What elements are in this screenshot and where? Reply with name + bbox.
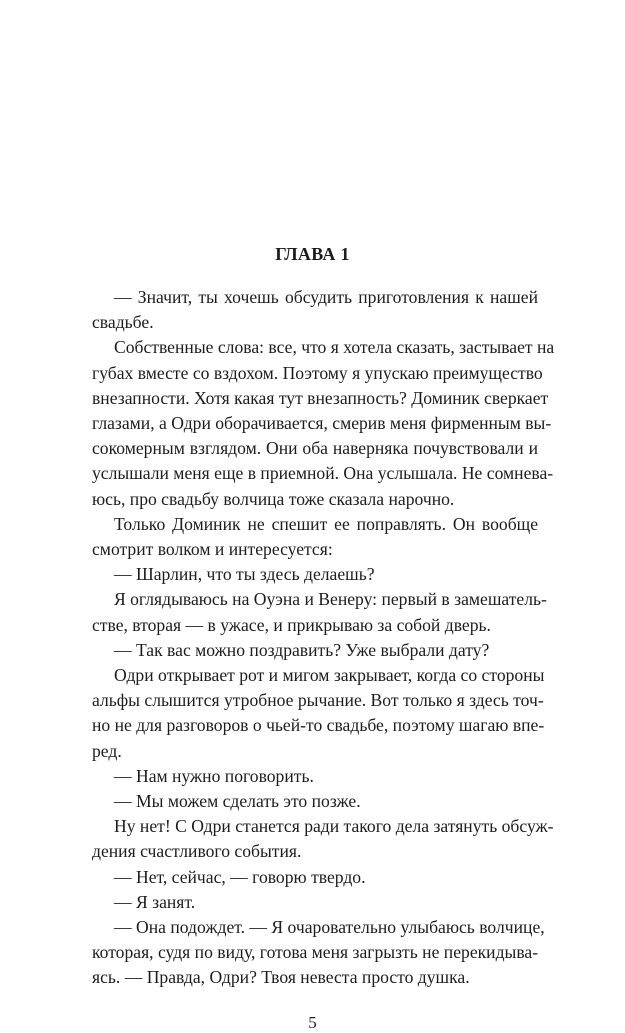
text-line: губах вместе со вздохом. Поэтому я упускаю преимущество <box>92 362 543 383</box>
text-line: Собственные слова: все, что я хотела сказать, застывает на <box>114 337 555 358</box>
page-number: 5 <box>308 1012 317 1032</box>
text-line: — Так вас можно поздравить? Уже выбрали дату? <box>114 639 490 660</box>
text-line: услышали меня еще в приемной. Она услышала. Не сомнева- <box>92 463 554 484</box>
text-line: — Я занят. <box>114 891 196 912</box>
text-line: дения счастливого события. <box>92 841 302 862</box>
text-line: ясь. — Правда, Одри? Твоя невеста просто душка. <box>92 967 470 988</box>
text-line: но не для разговоров о чьей-то свадьбе, поэтому шагаю впе- <box>92 715 545 736</box>
text-line: внезапности. Хотя какая тут внезапность? Доминик сверкает <box>92 387 549 408</box>
text-line: — Значит, ты хочешь обсудить приготовления к нашей <box>114 287 538 307</box>
text-line: сокомерным взглядом. Они оба наверняка почувствовали и <box>92 438 538 459</box>
text-line: Ну нет! С Одри станется ради такого дела затянуть обсуж- <box>114 816 554 837</box>
text-line: — Она подождет. — Я очаровательно улыбаюсь волчице, <box>114 917 545 937</box>
text-line: — Мы можем сделать это позже. <box>114 791 361 811</box>
text-line: Я оглядываюсь на Оуэна и Венеру: первый в замешатель- <box>114 589 547 610</box>
text-line: глазами, а Одри оборачивается, смерив меня фирменным вы- <box>92 413 552 433</box>
text-line: юсь, про свадьбу волчица тоже сказала нарочно. <box>92 488 455 509</box>
text-line: Только Доминик не спешит ее поправлять. Он вообще <box>114 513 538 534</box>
text-line: — Шарлин, что ты здесь делаешь? <box>114 564 375 585</box>
text-line: смотрит волком и интересуется: <box>92 539 333 559</box>
text-line: — Нам нужно поговорить. <box>114 765 314 786</box>
chapter-title: ГЛАВА 1 <box>275 244 350 264</box>
text-line: — Нет, сейчас, — говорю твердо. <box>114 866 366 887</box>
text-line: стве, вторая — в ужасе, и прикрываю за собой дверь. <box>92 614 491 635</box>
text-line: ред. <box>92 740 122 761</box>
text-line: которая, судя по виду, готова меня загрызть не перекидыва- <box>92 942 539 963</box>
text-line: Одри открывает рот и мигом закрывает, когда со стороны <box>114 665 545 685</box>
text-line: свадьбе. <box>92 312 154 333</box>
text-line: альфы слышится утробное рычание. Вот только я здесь точ- <box>92 690 544 711</box>
